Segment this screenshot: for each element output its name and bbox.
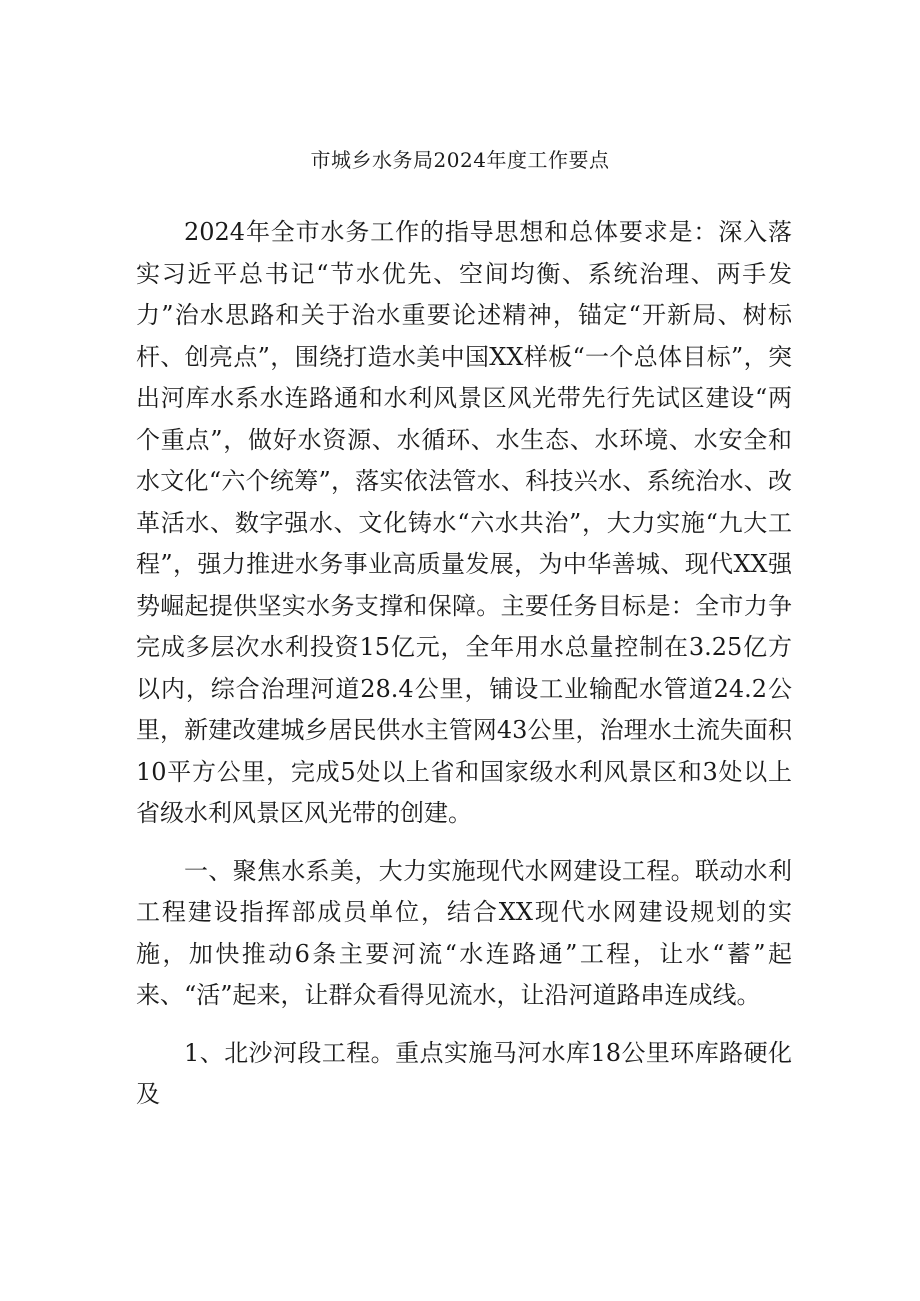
paragraph-item-one: 1、北沙河段工程。重点实施马河水库18公里环库路硬化及 (136, 1038, 792, 1108)
paragraph-guiding-principles: 2024年全市水务工作的指导思想和总体要求是：深入落实习近平总书记“节水优先、空间均衡、系统治理、两手发力”治水思路和关于治水重要论述精神，锚定“开新局、树标杆、创亮点”，围绕打造水美中国XX样板“一个总体目标”，突出河库水系水连路通和水利风景区风光带先行先试区建设“两个重点”，做好水资源、水循环、水生态、水环境、水安全和水文化“六个统筹”，落实依法管水、科技兴水、系统治水、改革活水、数字强水、文化铸水“六水共治”，大力实施“九大工程”，强力推进水务事业高质量发展，为中华善城、现代XX强势崛起提供坚实水务支撑和保障。主要任务目标是：全市力争完成多层次水利投资15亿元，全年用水总量控制在3.25亿方以内，综合治理河道28.4公里，铺设工业输配水管道24.2公里，新建改建城乡居民供水主管网43公里，治理水土流失面积10平方公里，完成5处以上省和国家级水利风景区和3处以上省级水利风景区风光带的创建。 (136, 218, 792, 827)
document-title: 市城乡水务局2024年度工作要点 (310, 148, 610, 172)
document-body (136, 212, 792, 1116)
paragraph-section-one: 一、聚焦水系美，大力实施现代水网建设工程。联动水利工程建设指挥部成员单位，结合XX现代水网建设规划的实施，加快推动6条主要河流“水连路通”工程，让水“蓄”起来、“活”起来，让群众看得见流水，让沿河道路串连成线。 (136, 856, 792, 1009)
